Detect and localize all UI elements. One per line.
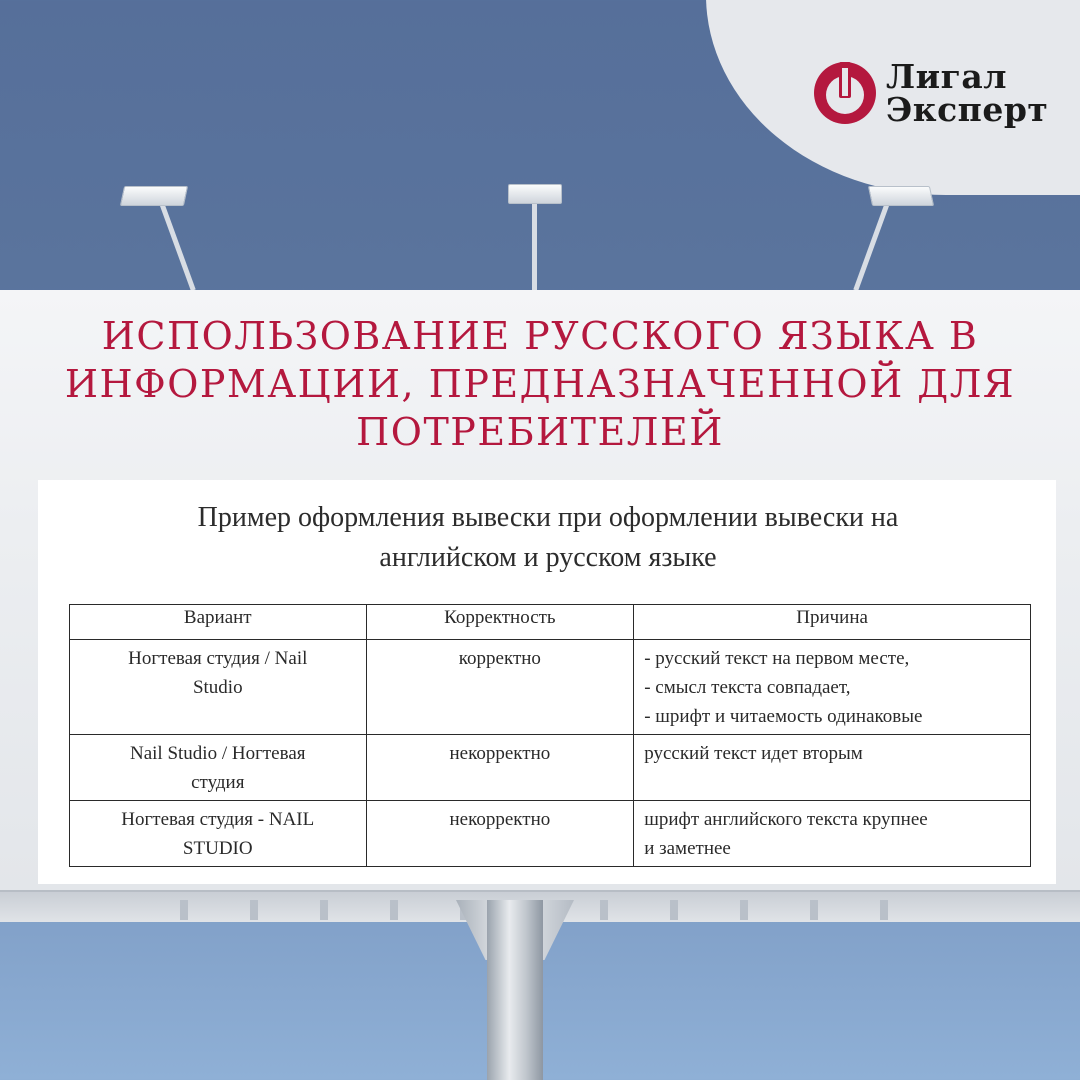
- lamp-arm-left: [158, 199, 196, 291]
- content-panel: [38, 480, 1056, 884]
- variant-cell: [70, 640, 367, 735]
- reason-cell: [634, 735, 1031, 801]
- correctness-cell: некорректно: [366, 735, 634, 801]
- lamp-arm-center: [532, 200, 537, 292]
- brand-name-line2: Эксперт: [886, 90, 1049, 129]
- variant-line: STUDIO: [182, 838, 253, 859]
- variant-line: студия: [191, 772, 245, 793]
- brand-logo: [812, 57, 1049, 129]
- page-title: [60, 312, 1020, 456]
- subtitle: [78, 498, 1018, 578]
- variant-cell: [70, 801, 367, 867]
- reason-line: и заметнее: [644, 838, 731, 859]
- variant-line: Studio: [192, 677, 243, 698]
- lamp-arm-right: [853, 199, 891, 291]
- power-logo-icon: [812, 60, 878, 126]
- variant-line: Ногтевая студия - NAIL: [121, 809, 315, 830]
- header-variant: Вариант: [70, 605, 367, 640]
- header-correctness: Корректность: [366, 605, 634, 640]
- variant-line: Ногтевая студия / Nail: [128, 648, 308, 669]
- reason-line: - смысл текста совпадает,: [644, 677, 851, 698]
- billboard-pole: [487, 900, 543, 1080]
- title-line1: ИСПОЛЬЗОВАНИЕ РУССКОГО ЯЗЫКА В: [101, 314, 979, 358]
- reason-line: шрифт английского текста крупнее: [644, 809, 928, 830]
- lamp-head-center: [508, 184, 562, 204]
- reason-line: - шрифт и читаемость одинаковые: [644, 706, 923, 727]
- table-row: [70, 801, 1031, 867]
- reason-line: русский текст идет вторым: [644, 743, 863, 764]
- subtitle-line2: английском и русском языке: [379, 542, 717, 573]
- brand-name: [886, 57, 1049, 129]
- comparison-table: [69, 604, 1031, 867]
- title-line3: ПОТРЕБИТЕЛЕЙ: [356, 410, 724, 454]
- title-line2: ИНФОРМАЦИИ, ПРЕДНАЗНАЧЕННОЙ ДЛЯ: [64, 362, 1016, 406]
- brand-name-line1: Лигал: [886, 57, 1008, 96]
- variant-line: Nail Studio / Ногтевая: [130, 743, 306, 764]
- table-row: [70, 640, 1031, 735]
- header-reason: Причина: [634, 605, 1031, 640]
- reason-cell: [634, 640, 1031, 735]
- lamp-head-right: [868, 186, 934, 206]
- reason-cell: [634, 801, 1031, 867]
- table-header-row: [70, 605, 1031, 640]
- subtitle-line1: Пример оформления вывески при оформлении вывески на: [197, 502, 899, 533]
- variant-cell: [70, 735, 367, 801]
- lamp-head-left: [120, 186, 188, 206]
- correctness-cell: некорректно: [366, 801, 634, 867]
- correctness-cell: корректно: [366, 640, 634, 735]
- table-row: [70, 735, 1031, 801]
- reason-line: - русский текст на первом месте,: [644, 648, 910, 669]
